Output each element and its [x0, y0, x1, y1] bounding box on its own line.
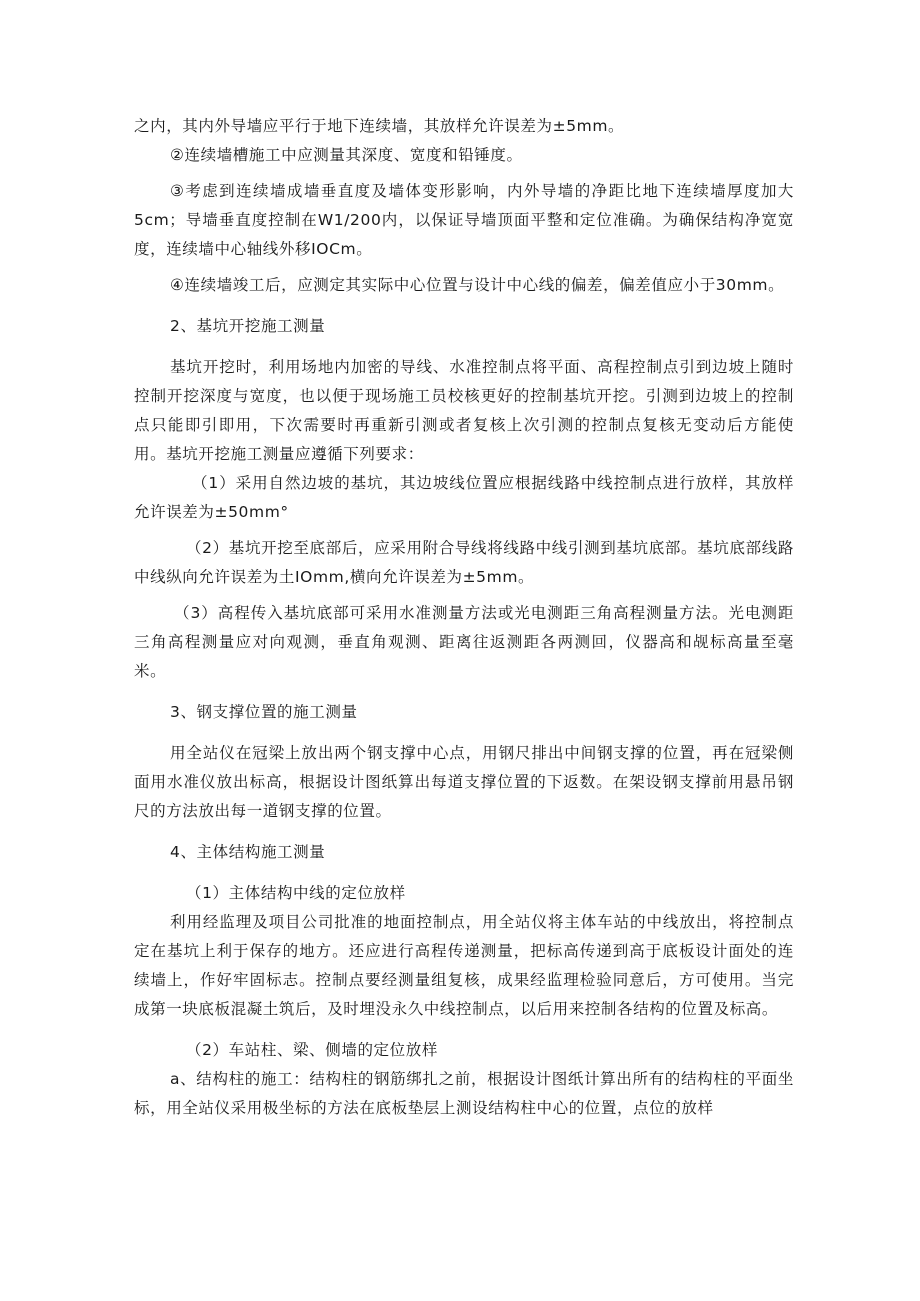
section-heading-4-main-structure: 4、主体结构施工测量 [170, 843, 326, 861]
paragraph-item-3-wall-verticality: ③考虑到连续墙成墙垂直度及墙体变形影响，内外导墙的净距比地下连续墙厚度加大5cm；导墙垂直度控制在W1/200内，以保证导墙顶面平整和定位准确。为确保结构净宽宽度，连续墙中心轴线外移IOCm。 [134, 182, 794, 258]
paragraph-structural-columns: a、结构柱的施工：结构柱的钢筋绑扎之前，根据设计图纸计算出所有的结构柱的平面坐标，用全站仪采用极坐标的方法在底板垫层上测设结构柱中心的位置，点位的放样 [134, 1070, 794, 1117]
paragraph-excavation-req-1: （1）采用自然边坡的基坑，其边坡线位置应根据线路中线控制点进行放样，其放样允许误差为±50mm° [134, 474, 794, 521]
paragraph-item-4-completion-deviation: ④连续墙竣工后，应测定其实际中心位置与设计中心线的偏差，偏差值应小于30mm。 [170, 276, 785, 294]
paragraph-excavation-req-2: （2）基坑开挖至底部后，应采用附合导线将线路中线引测到基坑底部。基坑底部线路中线纵向允许误差为土IOmm,横向允许误差为±5mm。 [134, 539, 794, 586]
document-body [134, 112, 794, 1123]
subheading-columns-beams-walls: （2）车站柱、梁、侧墙的定位放样 [186, 1041, 438, 1059]
paragraph-item-2-trench-measure: ②连续墙槽施工中应测量其深度、宽度和铅锤度。 [170, 146, 523, 164]
paragraph-centerline-staking: 利用经监理及项目公司批准的地面控制点，用全站仪将主体车站的中线放出，将控制点定在基坑上利于保存的地方。还应进行高程传递测量，把标高传递到高于底板设计面处的连续墙上，作好牢固标志。控制点要经测量组复核，成果经监理检验同意后，方可使用。当完成第一块底板混凝土筑后，及时埋没永久中线控制点，以后用来控制各结构的位置及标高。 [134, 913, 794, 1018]
paragraph-excavation-req-3: （3）高程传入基坑底部可采用水准测量方法或光电测距三角高程测量方法。光电测距三角高程测量应对向观测，垂直角观测、距离往返测距各两测回，仪器高和觇标高量至毫米。 [134, 604, 794, 680]
paragraph-excavation-control: 基坑开挖时，利用场地内加密的导线、水准控制点将平面、高程控制点引到边坡上随时控制开挖深度与宽度，也以便于现场施工员校核更好的控制基坑开挖。引测到边坡上的控制点只能即引即用，下次需要时再重新引测或者复核上次引测的控制点复核无变动后方能使用。基坑开挖施工测量应遵循下列要求： [134, 358, 794, 463]
paragraph-steel-support: 用全站仪在冠梁上放出两个钢支撑中心点，用钢尺排出中间钢支撑的位置，再在冠梁侧面用水准仪放出标高，根据设计图纸算出每道支撑位置的下返数。在架设钢支撑前用悬吊钢尺的方法放出每一道钢支撑的位置。 [134, 744, 794, 820]
section-heading-2-excavation: 2、基坑开挖施工测量 [170, 317, 326, 335]
section-heading-3-steel-support: 3、钢支撑位置的施工测量 [170, 703, 358, 721]
subheading-main-structure-centerline: （1）主体结构中线的定位放样 [186, 884, 406, 902]
paragraph-guide-wall-tolerance: 之内，其内外导墙应平行于地下连续墙，其放样允许误差为±5mm。 [134, 117, 625, 135]
